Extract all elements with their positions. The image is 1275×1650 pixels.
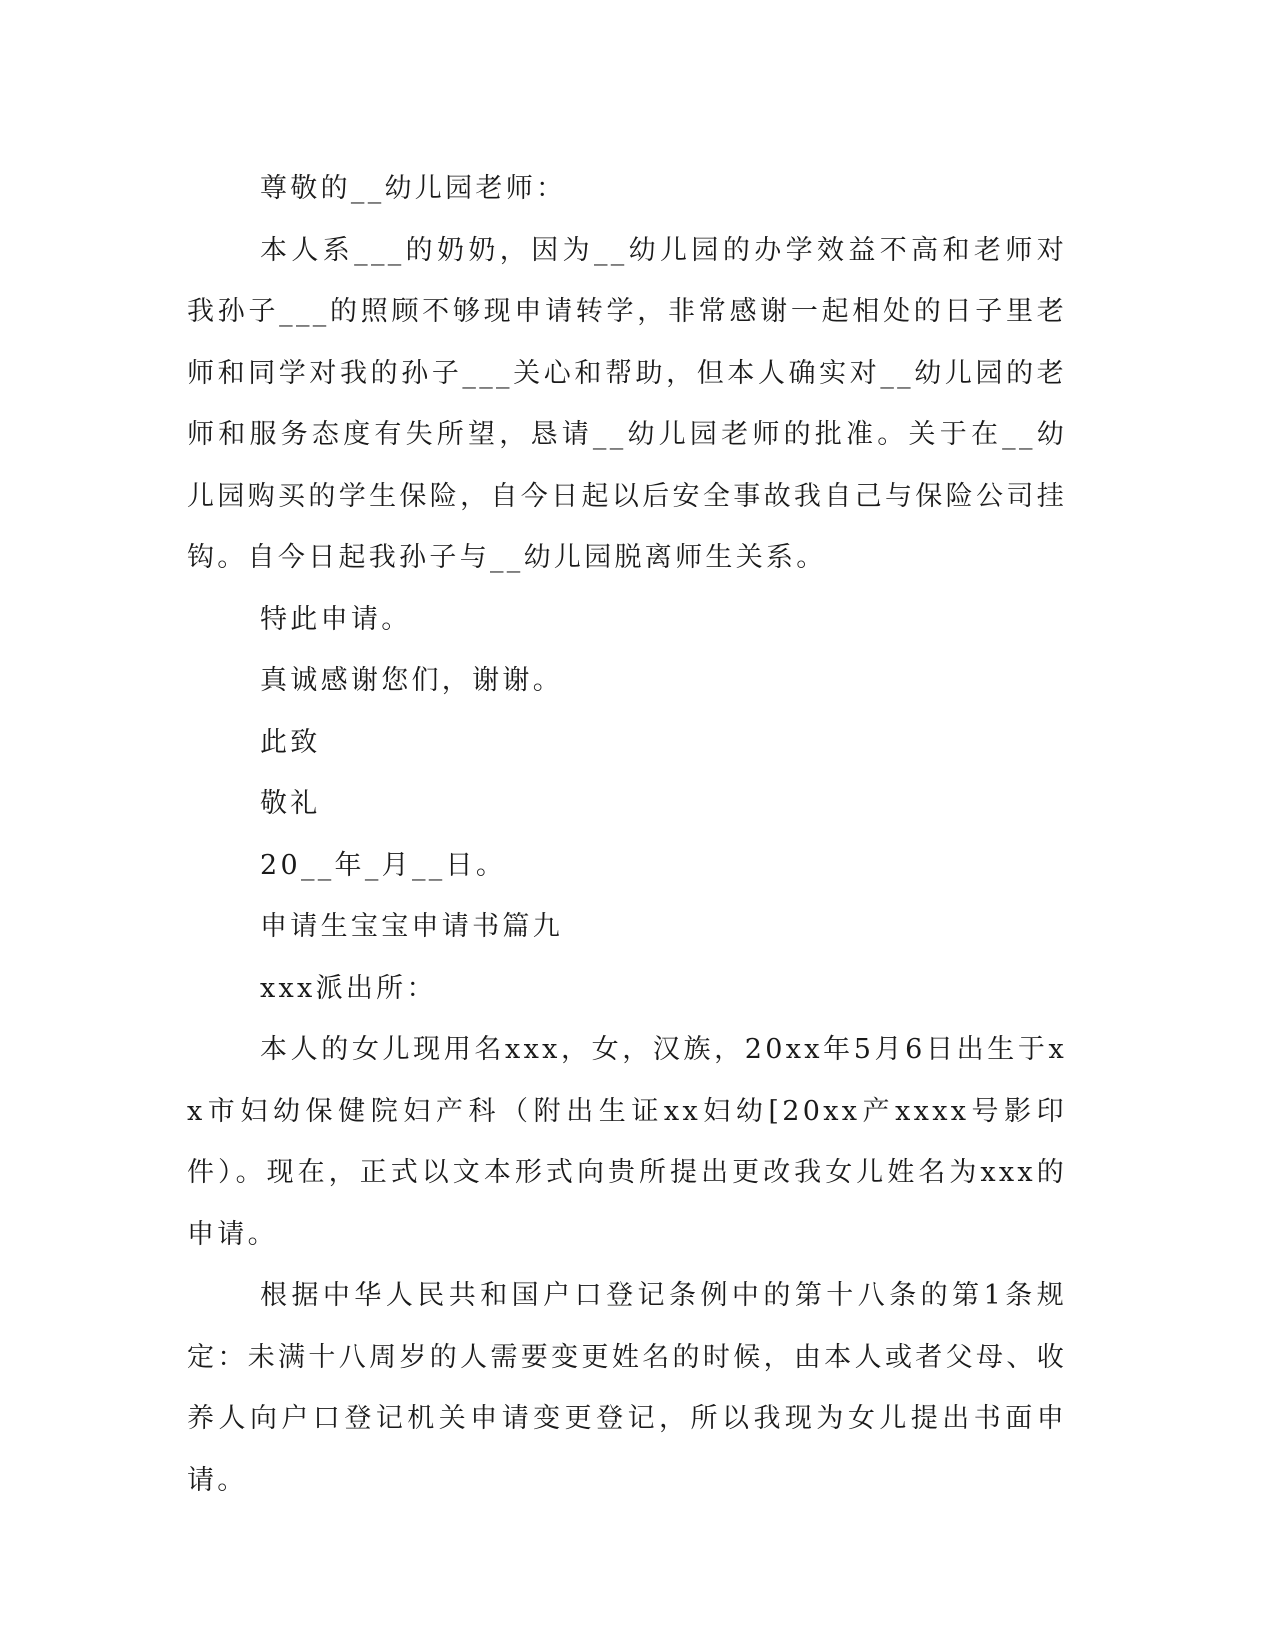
salutation-teacher: 尊敬的__幼儿园老师： bbox=[260, 173, 567, 204]
closing-line-2: 敬礼 bbox=[260, 788, 321, 819]
date-line: 20__年_月__日。 bbox=[260, 849, 507, 881]
closing-line-1: 此致 bbox=[260, 726, 321, 758]
thanks-line: 真诚感谢您们，谢谢。 bbox=[260, 665, 563, 696]
document-body bbox=[187, 158, 1067, 1511]
name-change-paragraph: 本人的女儿现用名xxx，女，汉族，20xx年5月6日出生于xx市妇幼保健院妇产科（附出生证xx妇幼[20xx产xxxx号影印件）。现在，正式以文本形式向贵所提出更改我女儿姓名为xxx的申请。 bbox=[187, 1034, 1067, 1250]
transfer-request-paragraph: 本人系___的奶奶，因为__幼儿园的办学效益不高和老师对我孙子___的照顾不够现申请转学，非常感谢一起相处的日子里老师和同学对我的孙子___关心和帮助，但本人确实对__幼儿园的老师和服务态度有失所望，恳请__幼儿园老师的批准。关于在__幼儿园购买的学生保险，自今日起以后安全事故我自己与保险公司挂钩。自今日起我孙子与__幼儿园脱离师生关系。 bbox=[187, 234, 1067, 573]
salutation-police-station: xxx派出所： bbox=[260, 972, 437, 1004]
section-heading: 申请生宝宝申请书篇九 bbox=[260, 911, 563, 942]
request-statement: 特此申请。 bbox=[260, 603, 412, 635]
legal-basis-paragraph: 根据中华人民共和国户口登记条例中的第十八条的第1条规定：未满十八周岁的人需要变更姓名的时候，由本人或者父母、收养人向户口登记机关申请变更登记，所以我现为女儿提出书面申请。 bbox=[187, 1280, 1067, 1496]
